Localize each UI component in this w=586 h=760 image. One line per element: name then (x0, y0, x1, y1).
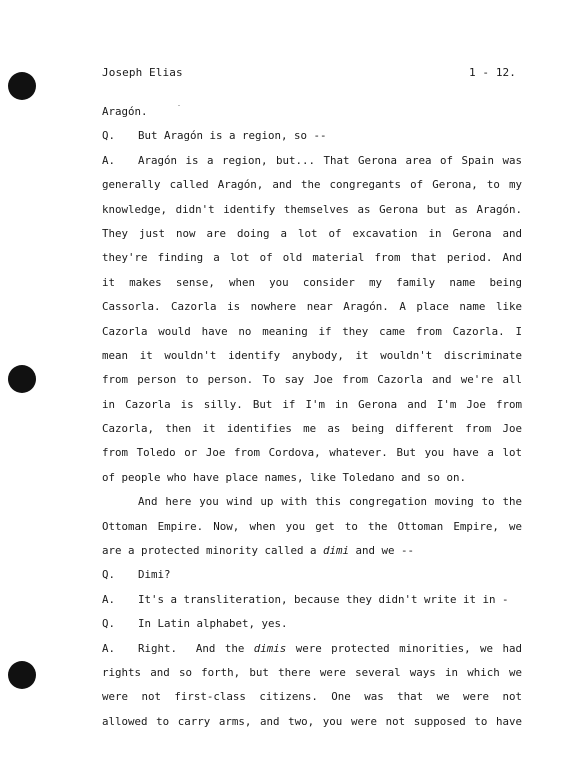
speaker-line (102, 612, 522, 636)
transcript-line: in Cazorla is silly. But if I'm in Gerona and I'm Joe from (102, 397, 522, 411)
transcript-line: mean it wouldn't identify anybody, it wouldn't discriminate (102, 348, 522, 362)
italic-term: dimi (323, 544, 350, 558)
speaker-line (102, 124, 522, 148)
speaker-line (102, 563, 522, 587)
transcript-line: Ottoman Empire. Now, when you get to the Ottoman Empire, we (102, 519, 522, 533)
transcript-line: Cazorla, then it identifies me as being different from Joe (102, 422, 522, 436)
transcript-line: Cassorla. Cazorla is nowhere near Aragón. A place name like (102, 300, 522, 314)
transcript-line: were not first-class citizens. One was that we were not (102, 690, 522, 704)
transcript-line: knowledge, didn't identify themselves as Gerona but as Aragón. (102, 202, 522, 216)
speaker-tag: A. (102, 592, 116, 606)
speaker-text: Aragón is a region, but... That Gerona area of Spain was (138, 153, 522, 167)
page-header (102, 66, 516, 82)
page-number: 1 - 12. (468, 66, 516, 79)
speaker-tag: A. (102, 641, 116, 655)
transcript-line: They just now are doing a lot of excavation in Gerona and (102, 226, 522, 240)
transcript-line: they're finding a lot of old material from that period. And (102, 251, 522, 265)
binder-hole-middle (8, 365, 36, 393)
text-run: are a protected minority called a (102, 544, 324, 558)
speaker-tag: Q. (102, 129, 116, 143)
transcript-line: rights and so forth, but there were several ways in which we (102, 665, 522, 679)
speaker-tag: A. (102, 153, 116, 167)
speaker-text: It's a transliteration, because they didn't write it in - (138, 592, 509, 606)
transcript-line: allowed to carry arms, and two, you were not supposed to have (102, 714, 522, 728)
speaker-line (102, 588, 522, 612)
speaker-text (138, 637, 522, 661)
speaker-tag: Q. (102, 568, 116, 582)
transcript-body (102, 100, 522, 734)
binder-hole-top (8, 72, 36, 100)
speaker-line (102, 637, 522, 661)
transcript-line: Aragón. (102, 105, 148, 118)
transcript-line: Cazorla would have no meaning if they came from Cazorla. I (102, 324, 522, 338)
transcript-line (102, 539, 522, 563)
binder-hole-bottom (8, 661, 36, 689)
text-run: and we -- (349, 544, 415, 558)
transcript-line: of people who have place names, like Toledano and so on. (102, 470, 467, 484)
interviewee-name: Joseph Elias (102, 66, 183, 79)
text-run: were protected minorities, we had (286, 641, 522, 655)
transcript-line: from Toledo or Joe from Cordova, whatever. But you have a lot (102, 446, 522, 460)
text-run: Right. And the (138, 641, 254, 655)
speaker-line (102, 149, 522, 173)
transcript-line: it makes sense, when you consider my family name being (102, 275, 522, 289)
speaker-text: But Aragón is a region, so -- (138, 129, 327, 143)
speaker-tag: Q. (102, 617, 116, 631)
speaker-text: Dimi? (138, 568, 171, 582)
transcript-line: from person to person. To say Joe from Cazorla and we're all (102, 373, 522, 387)
speaker-text: In Latin alphabet, yes. (138, 617, 288, 631)
paragraph-first-line: And here you wind up with this congregation moving to the (138, 495, 522, 509)
italic-term: dimis (253, 641, 287, 655)
transcript-line: generally called Aragón, and the congregants of Gerona, to my (102, 178, 522, 192)
